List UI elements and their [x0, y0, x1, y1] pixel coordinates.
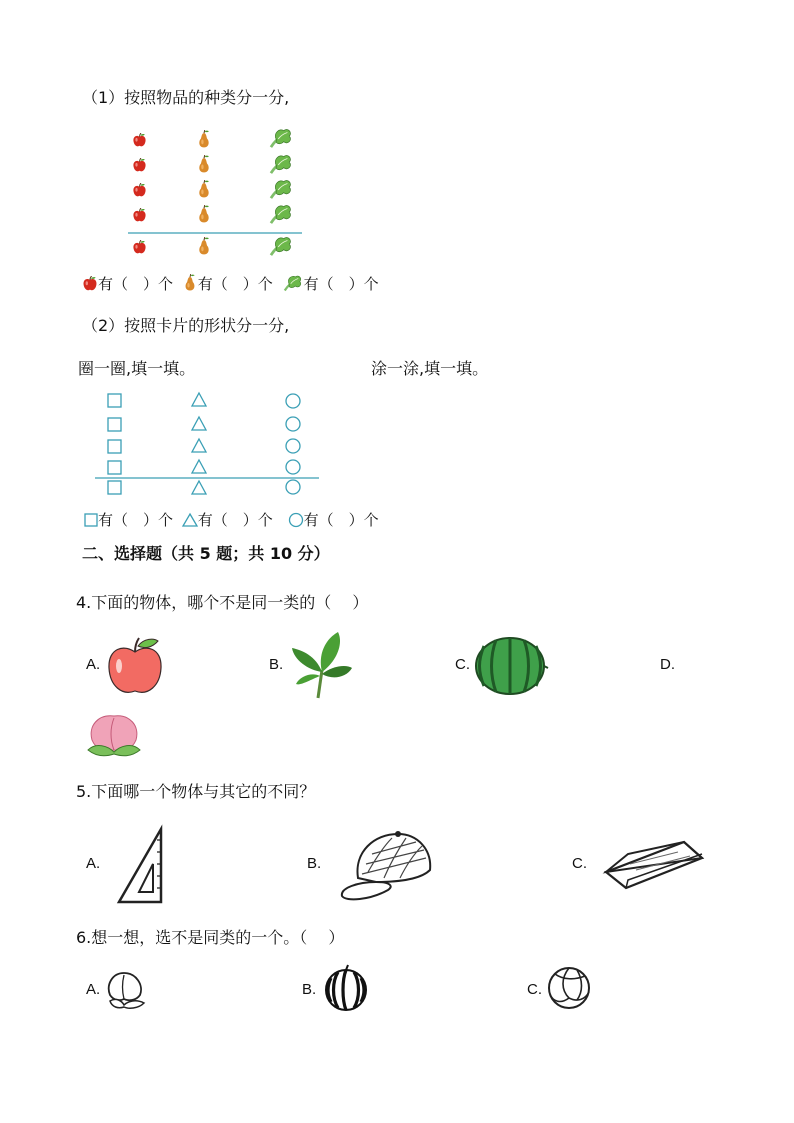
q5-option-b-label[interactable]: B.: [307, 855, 322, 872]
eraser-icon[interactable]: [602, 836, 706, 894]
apple-icon: [133, 183, 145, 196]
vegetable-icon: [271, 129, 291, 147]
apple-column: [133, 133, 145, 253]
q4-option-d-label[interactable]: D.: [660, 656, 675, 673]
section-heading: 二、选择题（共 5 题；共 10 分）: [82, 544, 330, 563]
pear-icon: [199, 130, 208, 147]
pear-icon: [199, 205, 208, 222]
triangle-icon: [192, 439, 206, 452]
vegetable-count-label: 有（ ）个: [303, 275, 379, 293]
triangle-icon: [192, 417, 206, 430]
apple-icon: [82, 276, 98, 292]
vegetable-icon: [271, 237, 291, 255]
vegetable-icon: [271, 180, 291, 198]
peach-outline-icon[interactable]: [104, 967, 148, 1011]
shape-count-row: [84, 510, 379, 530]
apple-icon: [133, 158, 145, 171]
pear-icon: [199, 237, 208, 254]
apple-count-label: 有（ ）个: [98, 275, 174, 293]
watermelon-icon[interactable]: [474, 636, 548, 696]
triangle-icon: [182, 513, 198, 527]
shape-grid: [95, 390, 325, 500]
pear-icon: [199, 155, 208, 172]
paint-instruction: 涂一涂,填一填。: [371, 359, 489, 378]
circle-icon: [286, 480, 300, 494]
question-5: 5.下面哪一个物体与其它的不同？: [76, 782, 316, 801]
square-icon: [108, 418, 121, 431]
circle-instruction: 圈一圈,填一填。: [78, 359, 196, 378]
apple-icon[interactable]: [106, 636, 164, 698]
part1-title: （1）按照物品的种类分一分,: [82, 88, 290, 107]
peach-icon[interactable]: [84, 710, 144, 760]
q5-option-a-label[interactable]: A.: [86, 855, 101, 872]
apple-icon: [133, 240, 145, 253]
question-4: 4.下面的物体，哪个不是同一类的（ ）: [76, 593, 369, 612]
pear-column: [199, 130, 208, 254]
pear-count-label: 有（ ）个: [197, 275, 273, 293]
circle-icon: [286, 460, 300, 474]
q4-option-c-label[interactable]: C.: [455, 656, 470, 673]
triangle-ruler-icon[interactable]: [113, 826, 169, 906]
fruit-count-row: [82, 274, 379, 294]
vegetable-icon: [282, 274, 304, 292]
square-icon: [108, 461, 121, 474]
square-icon: [108, 394, 121, 407]
triangle-icon: [192, 460, 206, 473]
q6-option-a-label[interactable]: A.: [86, 981, 101, 998]
q5-option-c-label[interactable]: C.: [572, 855, 587, 872]
apple-icon: [133, 208, 145, 221]
vegetable-icon[interactable]: [288, 630, 354, 700]
q6-option-c-label[interactable]: C.: [527, 981, 542, 998]
circle-icon: [286, 394, 300, 408]
square-icon: [108, 481, 121, 494]
apple-icon: [133, 133, 145, 146]
triangle-count-label: 有（ ）个: [197, 511, 273, 529]
part2-title: （2）按照卡片的形状分一分,: [82, 316, 290, 335]
square-column: [108, 394, 121, 494]
volleyball-icon[interactable]: [547, 966, 591, 1010]
square-icon: [84, 513, 98, 527]
vegetable-icon: [271, 205, 291, 223]
watermelon-outline-icon[interactable]: [324, 964, 370, 1012]
triangle-icon: [192, 393, 206, 406]
pear-icon: [199, 180, 208, 197]
square-icon: [108, 440, 121, 453]
pear-icon: [182, 274, 198, 292]
vegetable-icon: [271, 155, 291, 173]
circle-count-label: 有（ ）个: [303, 511, 379, 529]
q4-option-a-label[interactable]: A.: [86, 656, 101, 673]
circle-icon: [288, 512, 304, 528]
q4-option-b-label[interactable]: B.: [269, 656, 284, 673]
fruit-grid: [120, 125, 320, 265]
circle-column: [286, 394, 300, 494]
triangle-column: [192, 393, 206, 494]
question-6: 6.想一想，选不是同类的一个。（ ）: [76, 928, 345, 947]
cap-icon[interactable]: [336, 828, 436, 904]
vegetable-column: [271, 129, 291, 255]
square-count-label: 有（ ）个: [98, 511, 174, 529]
q6-option-b-label[interactable]: B.: [302, 981, 317, 998]
triangle-icon: [192, 481, 206, 494]
circle-icon: [286, 417, 300, 431]
circle-icon: [286, 439, 300, 453]
